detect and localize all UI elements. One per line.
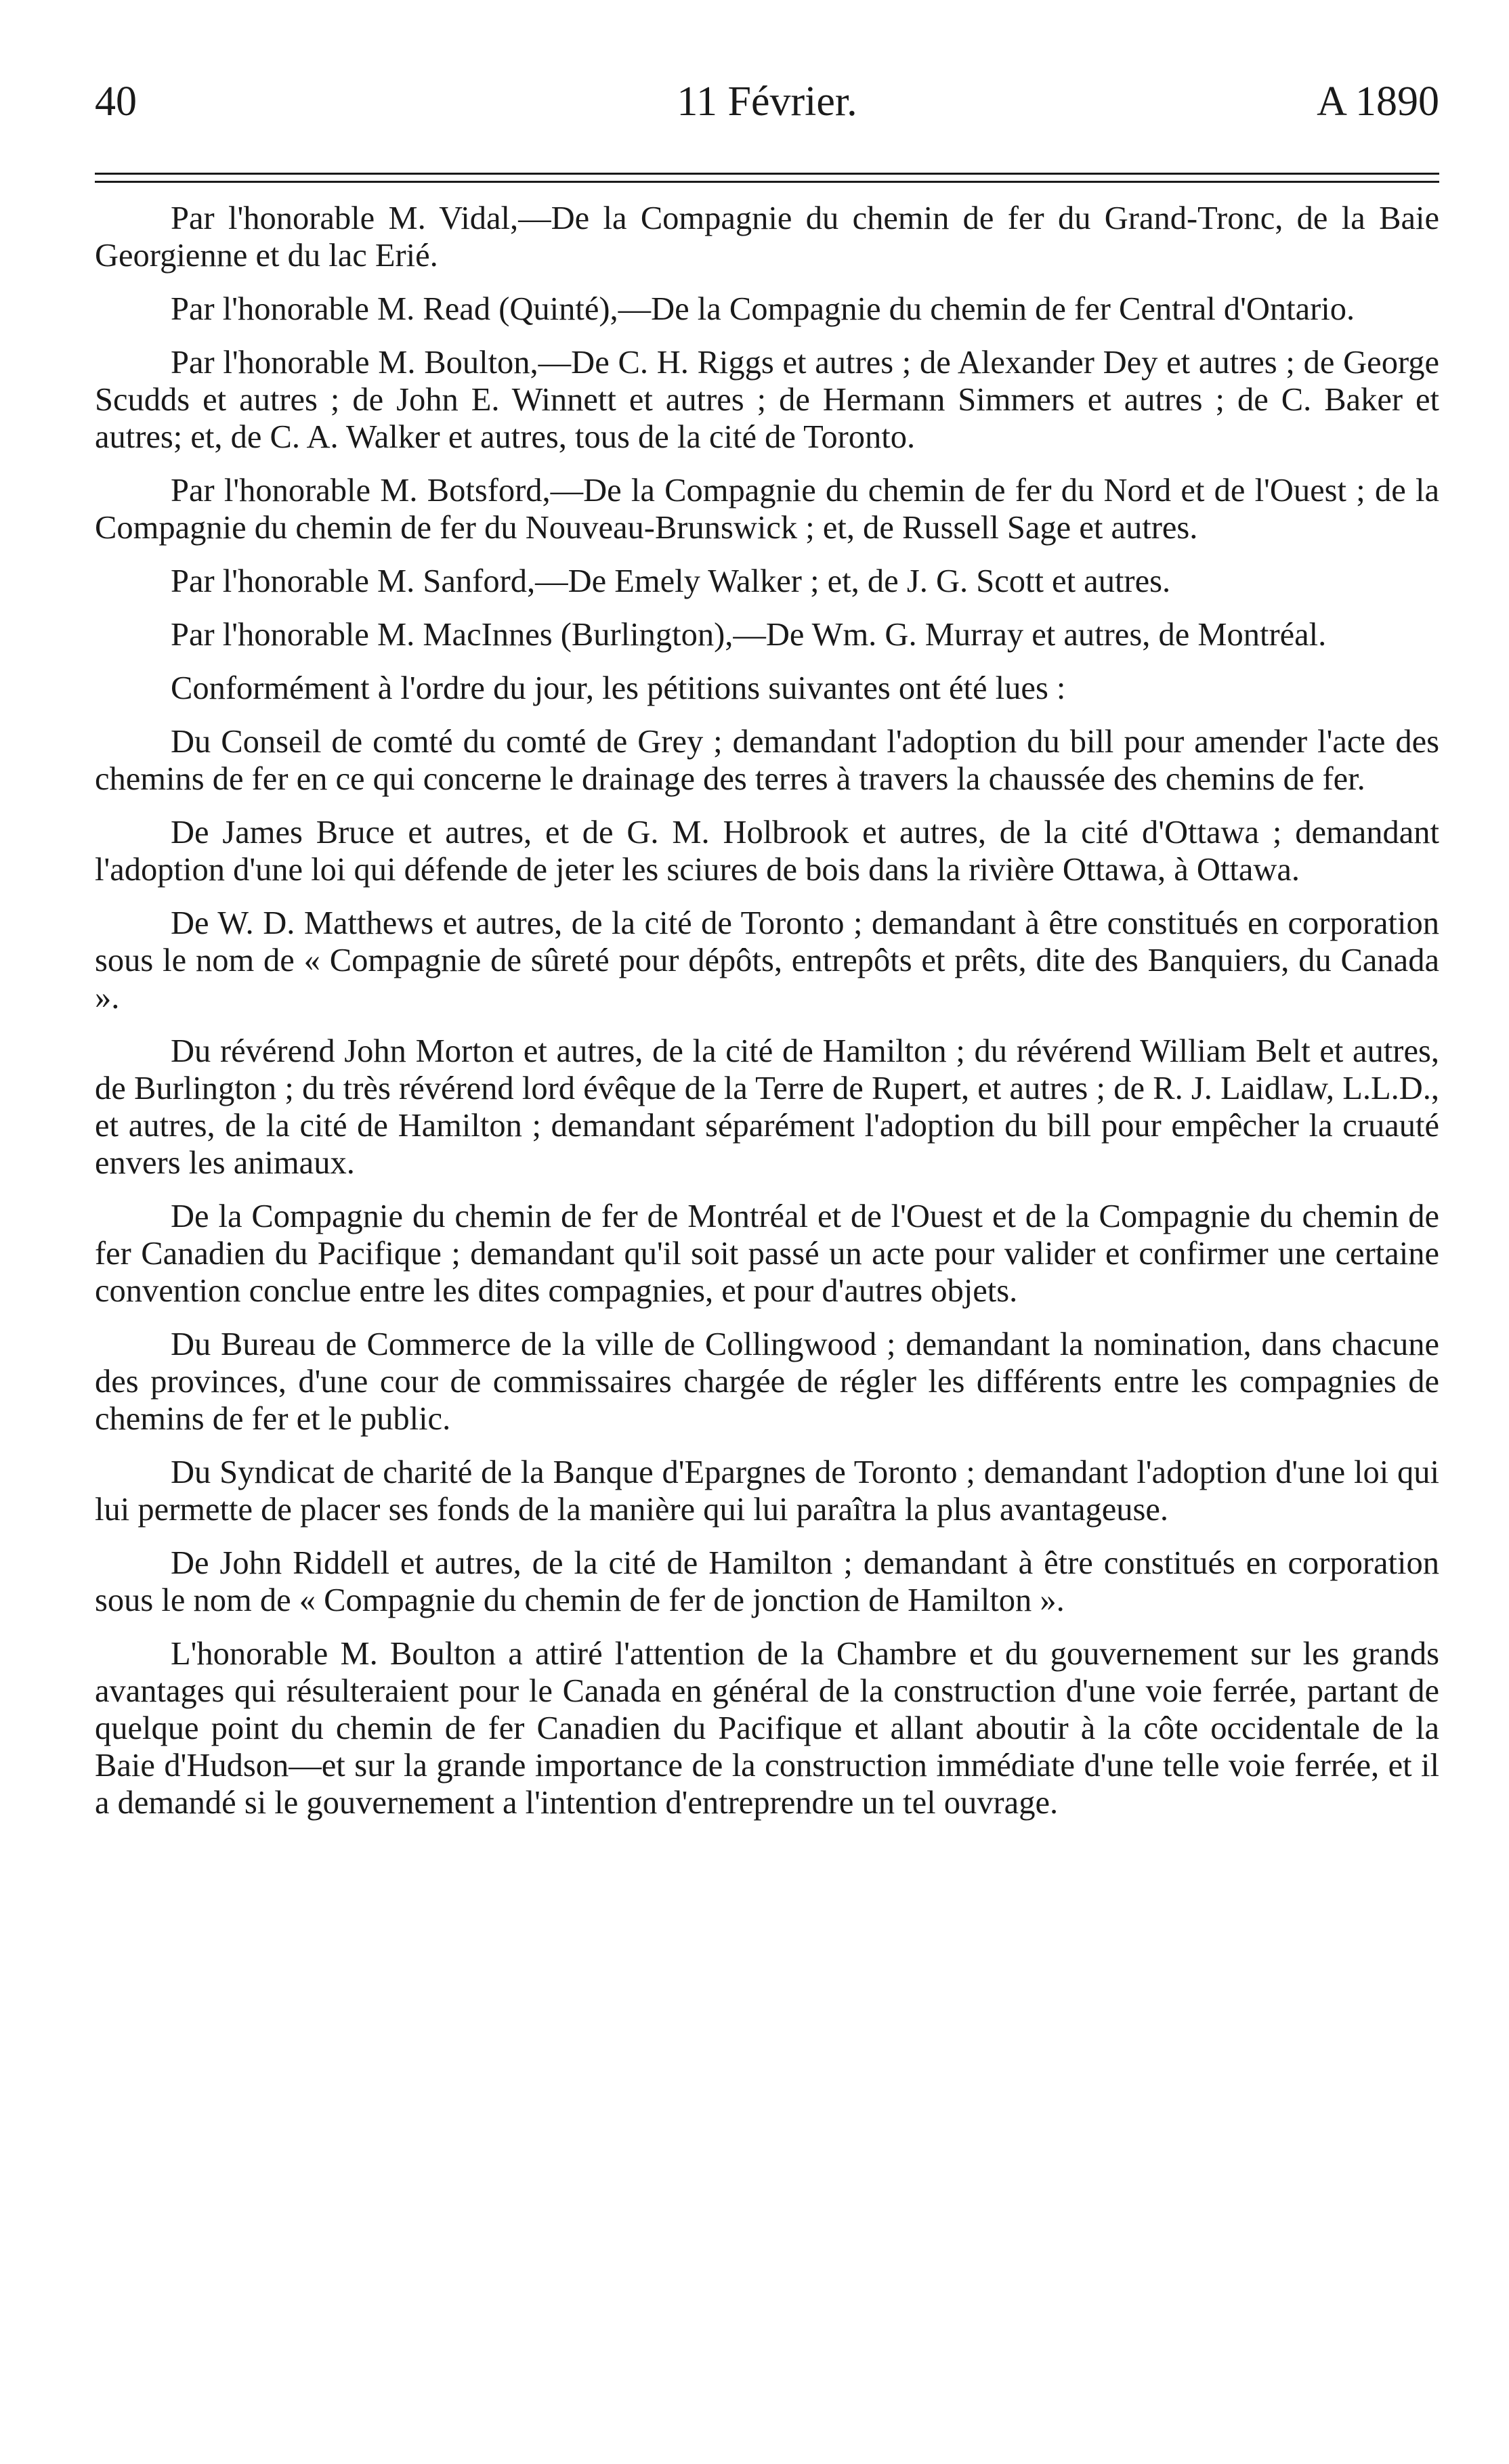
paragraph-vidal: Par l'honorable M. Vidal,—De la Compagnie du chemin de fer du Grand-Tronc, de la Baie Georgienne et du lac Erié. (95, 200, 1439, 274)
paragraph-montreal-railway: De la Compagnie du chemin de fer de Montréal et de l'Ouest et de la Compagnie du chemin de fer Canadien du Pacifique ; demandant qu'il soit passé un acte pour valider et confirmer une certaine convention conclue entre les dites compagnies, et pour d'autres objets. (95, 1198, 1439, 1309)
paragraph-syndicat: Du Syndicat de charité de la Banque d'Epargnes de Toronto ; demandant l'adoption d'une loi qui lui permette de placer ses fonds de la manière qui lui paraîtra la plus avantageuse. (95, 1454, 1439, 1528)
paragraph-matthews: De W. D. Matthews et autres, de la cité de Toronto ; demandant à être constitués en corporation sous le nom de « Compagnie de sûreté pour dépôts, entrepôts et prêts, dite des Banquiers, du Canada ». (95, 905, 1439, 1016)
document-page (95, 74, 1439, 1838)
header-year: A 1890 (1317, 79, 1439, 125)
paragraph-riddell: De John Riddell et autres, de la cité de Hamilton ; demandant à être constitués en corporation sous le nom de « Compagnie du chemin de fer de jonction de Hamilton ». (95, 1545, 1439, 1618)
page-number: 40 (95, 79, 137, 125)
page-header (95, 74, 1439, 135)
paragraph-boulton-petitions: Par l'honorable M. Boulton,—De C. H. Riggs et autres ; de Alexander Dey et autres ; de George Scudds et autres ; de John E. Winnett et autres ; de Hermann Simmers et autres ; de C. Baker et autres; et, de C. A. Walker et autres, tous de la cité de Toronto. (95, 345, 1439, 455)
paragraph-collingwood: Du Bureau de Commerce de la ville de Collingwood ; demandant la nomination, dans chacune des provinces, d'une cour de commissaires chargée de régler les différents entre les compagnies de chemins de fer et le public. (95, 1326, 1439, 1437)
paragraph-order-of-day: Conformément à l'ordre du jour, les pétitions suivantes ont été lues : (171, 670, 1066, 706)
header-rule (95, 173, 1439, 183)
paragraph-botsford: Par l'honorable M. Botsford,—De la Compagnie du chemin de fer du Nord et de l'Ouest ; de la Compagnie du chemin de fer du Nouveau-Brunswick ; et, de Russell Sage et autres. (95, 473, 1439, 546)
paragraph-james-bruce: De James Bruce et autres, et de G. M. Holbrook et autres, de la cité d'Ottawa ; demandant l'adoption d'une loi qui défende de jeter les sciures de bois dans la rivière Ottawa, à Ottawa. (95, 815, 1439, 888)
paragraph-grey-county: Du Conseil de comté du comté de Grey ; demandant l'adoption du bill pour amender l'acte des chemins de fer en ce qui concerne le drainage des terres à travers la chaussée des chemins de fer. (95, 724, 1439, 797)
rule-line-bottom (95, 181, 1439, 183)
document-body (95, 200, 1439, 1821)
paragraph-sanford: Par l'honorable M. Sanford,—De Emely Walker ; et, de J. G. Scott et autres. (171, 563, 1171, 599)
rule-line-top (95, 173, 1439, 175)
paragraph-boulton-hudson: L'honorable M. Boulton a attiré l'attention de la Chambre et du gouvernement sur les grands avantages qui résulteraient pour le Canada en général de la construction d'une voie ferrée, partant de quelque point du chemin de fer Canadien du Pacifique et allant aboutir à la côte occidentale de la Baie d'Hudson—et sur la grande importance de la construction immédiate d'une telle voie ferrée, et il a demandé si le gouvernement a l'intention d'entreprendre un tel ouvrage. (95, 1636, 1439, 1821)
paragraph-macinnes: Par l'honorable M. MacInnes (Burlington),—De Wm. G. Murray et autres, de Montréal. (171, 617, 1327, 653)
paragraph-read: Par l'honorable M. Read (Quinté),—De la Compagnie du chemin de fer Central d'Ontario. (171, 291, 1355, 327)
paragraph-morton: Du révérend John Morton et autres, de la cité de Hamilton ; du révérend William Belt et autres, de Burlington ; du très révérend lord évêque de la Terre de Rupert, et autres ; de R. J. Laidlaw, L.L.D., et autres, de la cité de Hamilton ; demandant séparément l'adoption du bill pour empêcher la cruauté envers les animaux. (95, 1033, 1439, 1181)
header-date: 11 Février. (677, 79, 857, 125)
